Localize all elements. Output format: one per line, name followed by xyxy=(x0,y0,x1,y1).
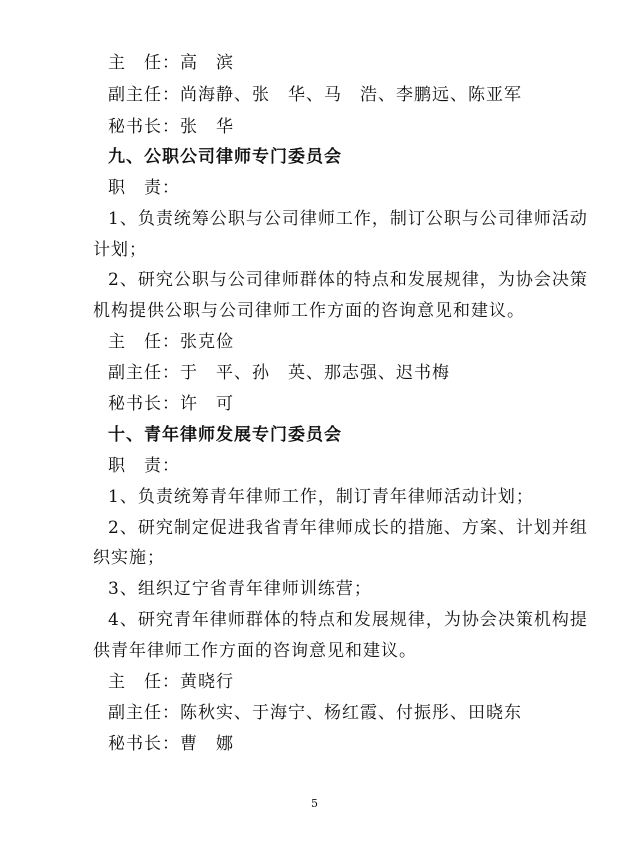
committee-director-line: 主 任：高 滨 xyxy=(108,53,234,73)
committee-director-line: 主 任：张克俭 xyxy=(108,332,234,352)
duties-label: 职 责： xyxy=(108,456,180,476)
section-heading-nine: 九、公职公司律师专门委员会 xyxy=(108,147,342,167)
duty-item-1-continued: 计划； xyxy=(93,240,147,260)
duties-label: 职 责： xyxy=(108,178,180,198)
duty-item-4: 4、研究青年律师群体的特点和发展规律，为协会决策机构提 xyxy=(108,610,588,630)
committee-secretary-general-line: 秘书长：张 华 xyxy=(108,117,234,137)
duty-item-2-continued: 织实施； xyxy=(93,548,165,568)
duty-item-1: 1、负责统筹公职与公司律师工作，制订公职与公司律师活动 xyxy=(108,209,588,229)
duty-item-4-continued: 供青年律师工作方面的咨询意见和建议。 xyxy=(93,641,417,661)
section-heading-ten: 十、青年律师发展专门委员会 xyxy=(108,425,342,445)
duty-item-2: 2、研究制定促进我省青年律师成长的措施、方案、计划并组 xyxy=(108,518,588,538)
committee-director-line: 主 任：黄晓行 xyxy=(108,672,234,692)
duty-item-3: 3、组织辽宁省青年律师训练营； xyxy=(108,579,372,599)
committee-secretary-general-line: 秘书长：曹 娜 xyxy=(108,734,234,754)
committee-deputy-directors-line: 副主任：尚海静、张 华、马 浩、李鹏远、陈亚军 xyxy=(108,85,522,105)
page-number: 5 xyxy=(311,797,318,810)
duty-item-1: 1、负责统筹青年律师工作，制订青年律师活动计划； xyxy=(108,487,534,507)
committee-secretary-general-line: 秘书长：许 可 xyxy=(108,394,234,414)
duty-item-2: 2、研究公职与公司律师群体的特点和发展规律，为协会决策 xyxy=(108,270,588,290)
committee-deputy-directors-line: 副主任：陈秋实、于海宁、杨红霞、付振彤、田晓东 xyxy=(108,703,522,723)
committee-deputy-directors-line: 副主任：于 平、孙 英、那志强、迟书梅 xyxy=(108,363,450,383)
duty-item-2-continued: 机构提供公职与公司律师工作方面的咨询意见和建议。 xyxy=(93,301,525,321)
